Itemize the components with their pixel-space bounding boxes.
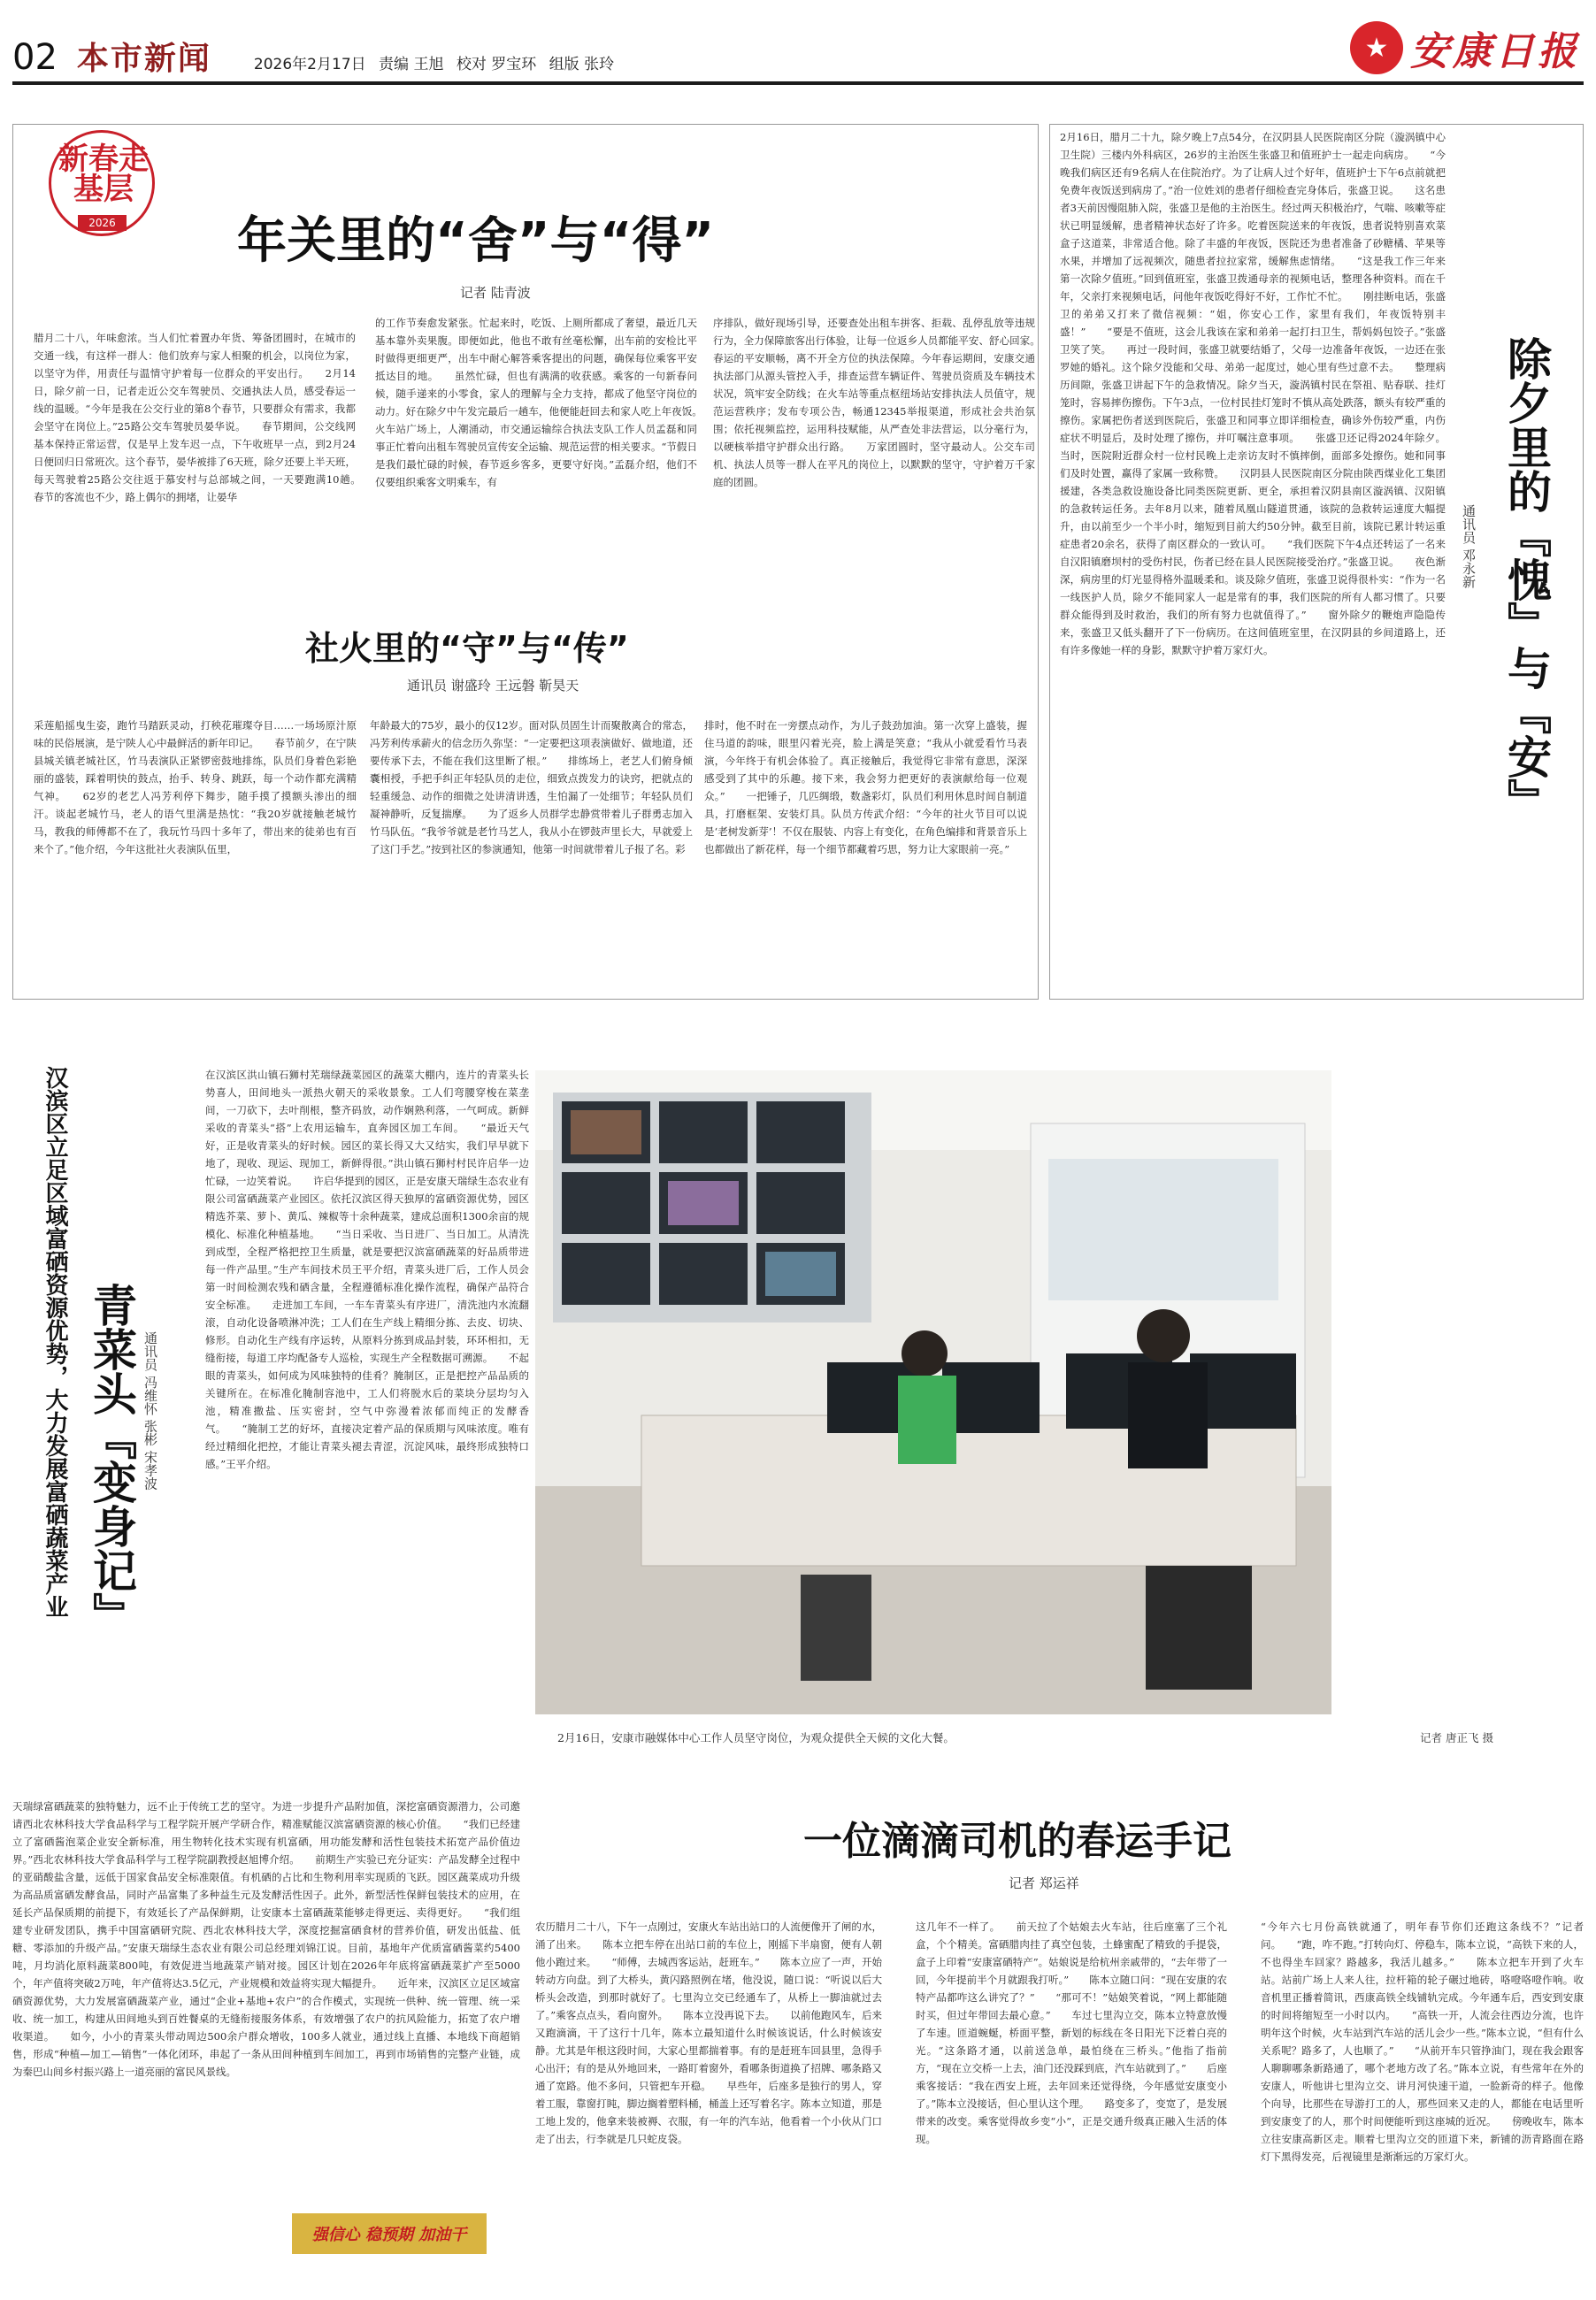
badge-text: 新春走基层	[58, 142, 149, 207]
article1-column-2: 的工作节奏愈发紧张。忙起来时，吃饭、上厕所都成了奢望，最近几天基本靠外卖果腹。即便如此，他也不敢有丝毫松懈，出车前的安检比平时做得更细更严，出车中耐心解答乘客提出的问题，确保每位乘客平安抵达目的地。 虽然忙碌，但也有满满的收获感。乘客的一句新春问候，随手递来的小零食，家人的理解与全力支持，都成了他坚守岗位的动力。好在除夕中午发完最后一趟车，他便能赶回去和家人吃上年夜饭。 火车站广场上，人潮涌动，市交通运输综合执法支队工作人员孟磊和同事正忙着向出租车驾驶员宣传安全运输、规范运营的相关要求。“节假日是我们最忙碌的时候，春节返乡客多，更要守好岗。”孟磊介绍，他们不仅要组织乘客文明乘车，有	[375, 317, 717, 488]
photo-credit: 记者 唐正飞 摄	[1420, 1731, 1493, 1744]
article5-column-2: 这几年不一样了。 前天拉了个姑娘去火车站，往后座塞了三个礼盒，个个精美。富硒腊肉挂了真空包装，土蜂蜜配了精致的手提袋，盒子上印着“安康富硒特产”。姑娘说是给杭州亲戚带的，“去年带了一回，今年提前半个月就跟我打听。” 陈本立随口问：“现在安康的农特产品都咋这么讲究了？” “那可不！”姑娘笑着说，“网上都能随时买，但过年带回去最心意。” 车过七里沟立交，陈本立特意放慢了车速。匝道蜿蜒，桥面平整，新划的标线在冬日阳光下泛着白亮的光。“这条路才通，以前送急单，最怕绕在三桥头。”他指了指前方，“现在立交桥一上去，油门还没踩到底，汽车站就到了。” 后座乘客接话：“我在西安上班，去年回来还觉得绕，今年感觉安康变小了。”陈本立没接话，但心里认这个理。 路变多了，变宽了，是发展带来的改变。乘客觉得故乡变“小”，正是交通升级真正融入生活的体现。	[916, 1920, 1227, 2145]
photo-caption: 2月16日，安康市融媒体中心工作人员坚守岗位，为观众提供全天候的文化大餐。	[557, 1731, 955, 1744]
article2-byline: 通讯员 谢盛玲 王远磐 靳昊天	[407, 678, 579, 694]
article1-column-1: 腊月二十八，年味愈浓。当人们忙着置办年货、筹备团圆时，在城市的交通一线，有这样一群人：他们放弃与家人相聚的机会，以岗位为家，以坚守为伴，用责任与温情守护着每一位群众的平安出行。 2月14日，除夕前一日，记者走近公交车驾驶员、交通执法人员，感受春运一线的温暖。“今年是我在公交行业的第8个春节，只要群众有需求，我都会坚守在岗位上。”25路公交车驾驶员晏华说。 春节期间，公交线网基本保持正常运营，仅是早上发车迟一点，下午收班早一点，到2月24日便回归日常班次。这个春节，晏华被排了6天班，除夕还要上半天班，每天驾驶着25路公交往返于慕安村与总部城之间，一天要跑满10趟。 春节的客流也不少，路上偶尔的拥堵，让晏华	[34, 332, 376, 503]
editor: 责编 王旭	[379, 56, 444, 73]
article4-subtitle: 汉滨区立足区域富硒资源优势，大力发展富硒蔬菜产业	[42, 1066, 68, 1618]
layout-credit: 组版 张玲	[549, 56, 615, 73]
article3-title: 除夕里的『愧』与『安』	[1500, 336, 1552, 823]
slogan-banner: 强信心 稳预期 加油干	[292, 2213, 487, 2254]
article2-column-2: 年龄最大的75岁，最小的仅12岁。面对队员固生计而聚散离合的常态，冯芳利传承薪火的信念历久弥坚：“一定要把这项表演做好、做地道，还要传承下去，不能在我们这里断了根。” 排练场上，老艺人们俯身倾囊相授，手把手纠正年轻队员的走位，细致点拨发力的诀窍，把就点的轻重缓急、动作的细微之处讲清讲透，生怕漏了一处细节；年轻队员们凝神静听，反复揣摩。 为了返乡人员群学忠静赏带着儿子群勇志加入竹马队伍。“我爷爷就是老竹马艺人，我从小在锣鼓声里长大，早就爱上了这门手艺。”按到社区的参演通知，他第一时间就带着儿子报了名。彩	[370, 719, 693, 855]
header-rule	[12, 81, 1584, 85]
control-room-illustration	[535, 1070, 1331, 1714]
proofreader: 校对 罗宝环	[456, 56, 537, 73]
article4-column-2: 天瑞绿富硒蔬菜的独特魅力，远不止于传统工艺的坚守。为进一步提升产品附加值，深挖富硒资源潜力，公司邀请西北农林科技大学食品科学与工程学院开展产学研合作，精准赋能汉滨富硒资源的核心价值。 “我们已经建立了富硒酱泡菜企业安全新标准，用生物转化技术实现有机富硒，用功能发酵和活性包装技术拓宽产品价值边界。”西北农林科技大学食品科学与工程学院副教授赵旭博介绍。 前期生产实验已充分证实：产品发酵全过程中的亚硝酸盐含量，远低于国家食品安全标准限值。有机硒的占比和生物利用率实现质的飞跃。园区蔬菜成功升级为高品质富硒发酵食品，同时产品富集了多种益生元及发酵活性因子。此外，新型活性保鲜包装技术的应用，在延长产品保质期的前提下，有效延长了产品保鲜期，让安康本土富硒蔬菜能够走得更远、卖得更好。 “我们组建专业研发团队，携手中国富硒研究院、西北农林科技大学，深度挖掘富硒食材的营养价值，研发出低盐、低糖、零添加的升级产品。”安康天瑞绿生态农业有限公司总经理刘锦江说。目前，基地年产优质富硒酱菜约5400吨，月均消化原料蔬菜800吨，有效促进当地蔬菜产销对接。园区计划在2026年年底将富硒蔬菜扩产至5000个，年产值将突破2万吨，年产值将达3.5亿元，产业规模和效益将实现大幅提升。 近年来，汉滨区立足区域富硒资源优势，大力发展富硒蔬菜产业，通过“企业+基地+农户”的合作模式，实现统一供种、统一管理、统一采收、统一加工，构建从田间地头到百姓餐桌的无缝衔接服务体系，有效增强了农户的抗风险能力，拓宽了农户增收渠道。 如今，小小的青菜头带动周边500余户群众增收，100多人就业，通过线上直播、本地线下商超销售，形成“种植—加工—销售”一体化闭环，串起了一条从田间种植到车间加工，再到市场销售的完整产业链，成为秦巴山间乡村振兴路上一道亮丽的富民风景线。	[12, 1800, 520, 2078]
article2-column-1: 采莲船摇曳生姿，跑竹马踏跃灵动，打秧花璀璨夺目……一场场原汁原味的民俗展演，是宁陕人心中最鲜活的新年印记。 春节前夕，在宁陕县城关镇老城社区，竹马表演队正紧锣密鼓地排练，队员们身着色彩艳丽的盛装，踩着明快的鼓点，抬手、转身、跳跃，每一个动作都充满精气神。 62岁的老艺人冯芳利停下舞步，随手摸了摸额头渗出的细汗。谈起老城竹马，老人的语气里满是热忱：“我20岁就接触老城竹马，教我的师傅都不在了，我玩竹马四十多年了，带出来的徒弟也有百来个了。”他介绍，今年这批社火表演队伍里，	[34, 719, 357, 855]
brand-logo-icon: ★	[1350, 21, 1403, 74]
article3-body: 2月16日，腊月二十九，除夕晚上7点54分，在汉阴县人民医院南区分院（漩涡镇中心卫生院）三楼内外科病区，26岁的主治医生张盛卫和值班护士一起走向病房。 “今晚我们病区还有9名病人在住院治疗。为了让病人过个好年，值班护士下午6点前就把免费年夜饭送到病房了。”治一位姓刘的患者仔细检查完身体后，张盛卫说。 这名患者3天前因慢阻肺入院，张盛卫是他的主治医生。经过两天积极治疗，气喘、咳嗽等症状已明显缓解，患者精神状态好了许多。吃着医院送来的年夜饭，患者说特别喜欢菜盒子这道菜，非常适合他。除了丰盛的年夜饭，医院还为患者准备了砂糖橘、苹果等水果，并增加了远视频次，随患者拉拉家常，缓解焦虑情绪。 “这是我工作三年来第一次除夕值班。”回到值班室，张盛卫拨通母亲的视频电话，整理各种资料。而在千年，父亲打来视频电话，问他年夜饭吃得好不好，工作忙不忙。 刚挂断电话，张盛卫的弟弟又打来了微信视频：“姐，你安心工作，家里有我们，年夜饭特别丰盛！” “要是不值班，这会儿我该在家和弟弟一起打扫卫生，帮妈妈包饺子。”张盛卫笑了笑。 再过一段时间，张盛卫就要结婚了，父母一边准备年夜饭，一边还在张罗她的婚礼。这个除夕没能和父母、弟弟一起度过，她心里有些过意不去。 整理病历间隙，张盛卫讲起下午的急救情况。除夕当天，漩涡镇村民在祭祖、贴春联、挂灯笼时，容易摔伤擦伤。下午3点，一位村民挂灯笼时不慎从高处跌落，额头有较严重的擦伤。家属把伤者送到医院后，张盛卫和同事立即详细检查，确诊外伤较严重，内伤症状不明显后，及时处理了擦伤，并叮嘱注意事项。 张盛卫还记得2024年除夕。当时，医院附近群众村一位村民晚上走亲访友时不慎摔倒，面部多处擦伤。她和同事们及时处置，赢得了家属一致称赞。 汉阴县人民医院南区分院由陕西煤业化工集团援建，各类急救设施设备比同类医院更新、更全，承担着汉阴县南区漩涡镇、汉阳镇的急救转运任务。去年8月以来，随着凤凰山隧道贯通，该院的急救转运速度大幅提升，由以前至少一个半小时，缩短到目前大约50分钟。截至目前，该院已累计转运重症患者20余名，获得了南区群众的一致认可。 “我们医院下午4点还转运了一名来自汉阳镇磨坝村的受伤村民，伤者已经在县人民医院接受治疗。”张盛卫说。 夜色渐深，病房里的灯光显得格外温暖柔和。谈及除夕值班，张盛卫说得很朴实：“作为一名一线医护人员，除夕不能同家人一起是常有的事，我们医院的所有人都习惯了。只要群众能得到及时救治，我们的所有努力也就值得了。” 窗外除夕的鞭炮声隐隐传来，张盛卫又低头翻开了下一份病历。在这间值班室里，在汉阴县的乡间道路上，还有许多像她一样的身影，默默守护着万家灯火。	[1060, 131, 1446, 656]
section-name: 本市新闻	[76, 41, 211, 77]
page-header	[12, 34, 622, 79]
article4-title: 青菜头『变身记』	[86, 1283, 137, 1637]
article1-byline: 记者 陆青波	[460, 285, 531, 301]
new-spring-badge	[35, 119, 168, 252]
page-meta	[254, 51, 622, 73]
article4-byline: 通讯员 冯维怀 张彬 宋孝波	[142, 1331, 158, 1491]
article1-column-3: 序排队，做好现场引导，还要查处出租车拼客、拒载、乱停乱放等违规行为，全力保障旅客出行体验，让每一位返乡人员都能平安、舒心回家。 春运的平安顺畅，离不开全方位的执法保障。今年春运期间，安康交通执法部门从源头管控入手，排查运营车辆证件、驾驶员资质及车辆技术状况，筑牢安全防线；在火车站等重点枢纽场站安排执法人员值守，规范运营秩序；发布专项公告，畅通12345举报渠道，形成社会共治氛围；依托视频监控，运用科技赋能，从严查处非法营运，以分毫行为，以硬核举措守护群众出行路。 万家团圆时，坚守最动人。公交车司机、执法人员等一群人在平凡的岗位上，以默默的坚守，守护着万千家庭的团圆。	[713, 317, 1055, 488]
page-number: 02	[12, 37, 58, 78]
news-photo	[535, 1070, 1331, 1714]
article5-column-1: 农历腊月二十八，下午一点刚过，安康火车站出站口的人流便像开了闸的水，涌了出来。 陈本立把车停在出站口前的车位上，刚摇下半扇窗，便有人朝他小跑过来。 “师傅，去城西客运站，赶班车。” 陈本立应了一声，开始转动方向盘。到了大桥头，黄闪路照例在堵，他没说，随口说：“听说以后大桥头会改造，到那时就好了。七里沟立交已经通车了，从桥上一脚油就过去了。”乘客点点头，看向窗外。 陈本立没再说下去。 以前他跑风车，后来又跑滴滴，干了这行十几年，陈本立最知道什么时候该说话，什么时候该安静。尤其是年根这段时间，大家心里都揣着事。有的是赶班车回县里，急得手心出汗；有的是从外地回来，一路盯着窗外，看哪条街道换了招牌、哪条路又通了宽路。他不多问，只管把车开稳。 早些年，后座多是独行的男人，穿着工服，靠窗打盹，脚边搁着塑料桶，桶盖上还写着名字。陈本立知道，那是工地上发的，他拿来装被褥、衣服，有一年的汽车站，他看着一个小伙从门口走了出去，行李就是几只蛇皮袋。	[535, 1920, 882, 2145]
article2-column-3: 排时，他不时在一旁摆点动作，为儿子鼓劲加油。第一次穿上盛装，握住马道的韵味，眼里闪着光亮，脸上满是笑意；“我从小就爱看竹马表演，今年终于有机会体验了。真正接触后，我觉得它非常有意思，深深感受到了其中的乐趣。接下来，我会努力把更好的表演献给每一位观众。” 一把锤子，几匹绸缎，数盏彩灯，队员们利用休息时间自制道具，打磨框架、安装灯具。队员方传武介绍：“今年的社火节目可以说是‘老树发新芽’！不仅在服装、内容上有变化，在角色编排和背景音乐上也都做出了新花样，每一个细节都藏着巧思，努力让大家眼前一亮。”	[704, 719, 1027, 855]
badge-year: 2026	[78, 215, 127, 231]
article1-title: 年关里的“舍”与“得”	[237, 212, 715, 270]
newspaper-brand	[1350, 19, 1580, 76]
issue-date: 2026年2月17日	[253, 56, 366, 73]
article5-byline: 记者 郑运祥	[1009, 1875, 1079, 1891]
article5-title: 一位滴滴司机的春运手记	[803, 1819, 1232, 1864]
article4-column-1: 在汉滨区洪山镇石狮村芜瑞绿蔬菜园区的蔬菜大棚内，连片的青菜头长势喜人，田间地头一派热火朝天的采收景象。工人们弯腰穿梭在菜垄间，一刀砍下，去叶削根，整齐码放，动作娴熟利落，一气呵成。新鲜采收的青菜头“搭”上农用运输车，直奔园区加工车间。 “最近天气好，正是收青菜头的好时候。园区的菜长得又大又结实，我们早早就下地了，现收、现运、现加工，新鲜得很。”洪山镇石狮村村民许启华一边忙碌，一边笑着说。 许启华提到的园区，正是安康天瑞绿生态农业有限公司富硒蔬菜产业园区。依托汉滨区得天独厚的富硒资源优势，园区精选芥菜、萝卜、黄瓜、辣椒等十余种蔬菜，建成总面积1300余亩的规模化、标准化种植基地。 “当日采收、当日进厂、当日加工。从清洗到成型，全程严格把控卫生质量，就是要把汉滨富硒蔬菜的好品质带进每一件产品里。”生产车间技术员王平介绍，青菜头进厂后，工作人员会第一时间检测农残和硒含量，全程遵循标准化操作流程，确保产品符合安全标准。 走进加工车间，一车车青菜头有序进厂，清洗池内水流翻滚，自动化设备喷淋冲洗；工人们在生产线上精细分拣、去皮、切块、修形。自动化生产线有序运转，从原料分拣到成品封装，环环相扣，无缝衔接，每道工序均配备专人巡检，实现生产全程数据可溯源。 不起眼的青菜头，如何成为风味独特的佳肴？腌制区，正是把控产品品质的关键所在。在标准化腌制容池中，工人们将脱水后的菜块分层均匀入池，精准撒盐、压实密封，空气中弥漫着浓郁而纯正的发酵香气。 “腌制工艺的好坏，直接决定着产品的保质期与风味浓度。唯有经过精细化把控，才能让青菜头褪去青涩，沉淀风味，最终形成独特口感。”王平介绍。	[205, 1069, 529, 1470]
brand-name: 安康日报	[1410, 29, 1580, 74]
article2-title: 社火里的“守”与“传”	[305, 629, 629, 668]
article3-byline: 通讯员 邓永新	[1461, 504, 1477, 588]
article5-column-3: “今年六七月份高铁就通了，明年春节你们还跑这条线不？”记者问。 “跑，咋不跑。”打转向灯、停稳车，陈本立说，“高铁下来的人，不也得坐车回家？路越多，我活儿越多。” 陈本立把车开到了火车站。站前广场上人来人往，拉杆箱的轮子碾过地砖，咯噔咯噔作响。收音机里正播着简讯，西康高铁全线铺轨完成。今年通车后，西安到安康的时间将缩短至一小时以内。 “高铁一开，人流会往西边分流，也许明年这个时候，火车站到汽车站的活儿会少一些。”陈本立说，“但有什么关系呢？路多了，人也顺了。” “从前开车只管挣油门，现在我会跟客人聊聊哪条新路通了，哪个老地方改了名。”陈本立说，有些常年在外的安康人，听他讲七里沟立交、讲月河快速干道，一脸新奇的样子。他像个向导，比那些在导游打工的人，那些回来又走的人，都能在电话里听到安康变了的人，那个时间便能听到这座城的近况。 傍晚收车，陈本立往安康高新区走。顺着七里沟立交的匝道下来，新铺的沥青路面在路灯下黑得发亮，后视镜里是渐渐远的万家灯火。	[1261, 1920, 1584, 2163]
